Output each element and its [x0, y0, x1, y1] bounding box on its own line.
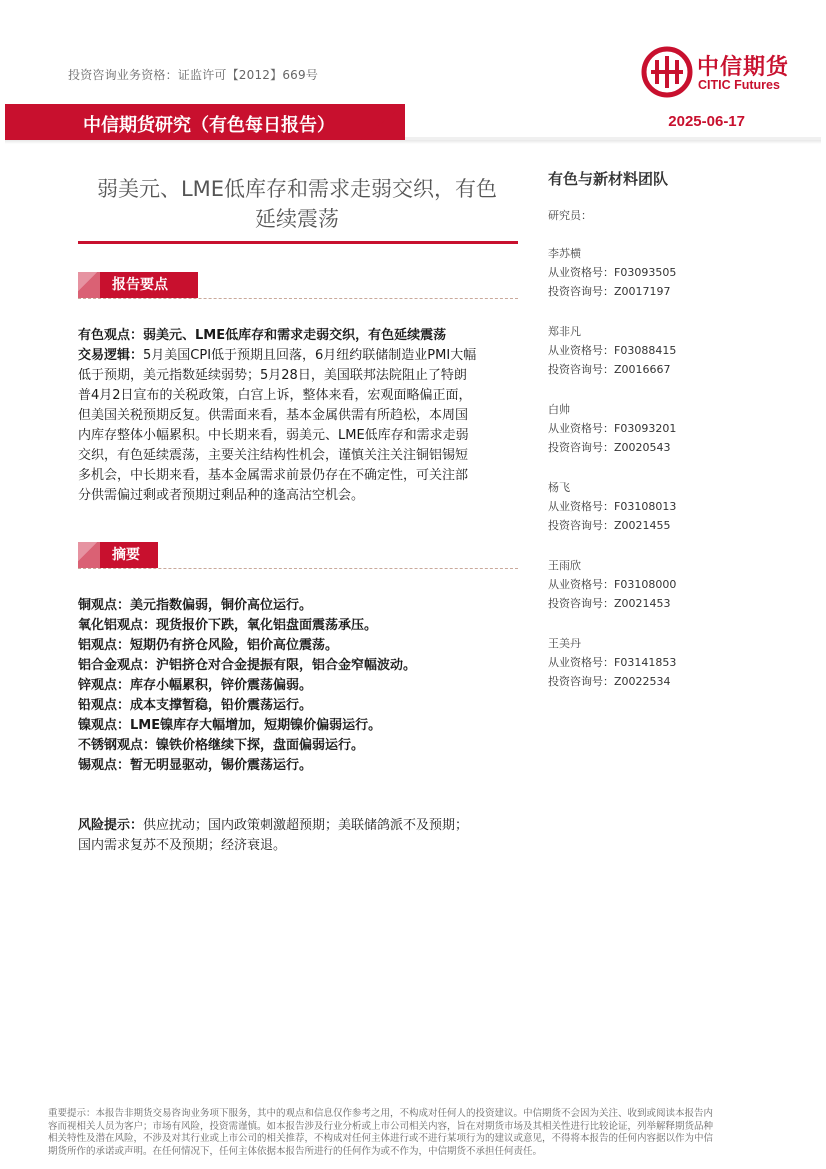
team-sidebar	[548, 160, 798, 691]
key-points-header	[78, 272, 518, 298]
list-item	[78, 716, 518, 736]
researcher-card	[548, 478, 798, 535]
view-line	[78, 326, 518, 346]
advisory-number: 投资咨询号：Z0020543	[548, 441, 671, 454]
report-date: 2025-06-17	[668, 113, 745, 130]
item-text: 沪铝挤仓对合金提振有限，铝合金窄幅波动。	[156, 658, 417, 673]
logic-text: 5月美国CPI低于预期且回落，6月纽约联储制造业PMI大幅	[143, 348, 477, 363]
logic-line: 但美国关税预期反复。供需面来看，基本金属供需有所趋松，本周国	[78, 408, 469, 423]
researcher-label: 研究员：	[548, 209, 592, 222]
qualification-number: 从业资格号：F03141853	[548, 656, 677, 669]
researcher-name: 郑非凡	[548, 325, 581, 338]
disclaimer-line: 期货所作的承诺或声明。在任何情况下，任何主体依据本报告所进行的任何作为或不作为，中信期货不承担任何责任。	[48, 1145, 543, 1157]
advisory-number: 投资咨询号：Z0021453	[548, 597, 671, 610]
qualification-number: 从业资格号：F03108000	[548, 578, 677, 591]
logic-line: 低于预期，美元指数延续弱势；5月28日，美国联邦法院阻止了特朗	[78, 368, 467, 383]
qualification-number: 从业资格号：F03093505	[548, 266, 677, 279]
risk-warning	[78, 816, 518, 856]
advisory-number: 投资咨询号：Z0017197	[548, 285, 671, 298]
item-label: 铜观点：	[78, 598, 131, 613]
citic-futures-logo	[641, 46, 811, 100]
list-item	[78, 676, 518, 696]
report-title	[78, 174, 516, 234]
summary-list	[78, 596, 518, 776]
risk-line-2: 国内需求复苏不及预期；经济衰退。	[78, 838, 287, 853]
researcher-card	[548, 244, 798, 301]
citic-logo-icon	[641, 46, 693, 98]
disclaimer	[48, 1108, 780, 1158]
list-item	[78, 696, 518, 716]
summary-header	[78, 542, 518, 568]
view-text: 弱美元、LME低库存和需求走弱交织，有色延续震荡	[143, 328, 447, 343]
item-label: 锌观点：	[78, 678, 131, 693]
banner-right-panel	[405, 104, 821, 140]
list-item	[78, 596, 518, 616]
item-text: 成本支撑暂稳，铅价震荡运行。	[130, 698, 313, 713]
report-title-line-1: 弱美元、LME低库存和需求走弱交织，有色	[96, 177, 498, 201]
logic-line: 分供需偏过剩或者预期过剩品种的逢高沽空机会。	[78, 488, 365, 503]
key-points-tab: 报告要点	[78, 272, 198, 298]
item-text: 美元指数偏弱，铜价高位运行。	[130, 598, 313, 613]
logic-label: 交易逻辑：	[78, 348, 144, 363]
team-title: 有色与新材料团队	[548, 170, 669, 188]
researcher-name: 王美丹	[548, 637, 581, 650]
disclaimer-line: 相关特性及潜在风险，不涉及对其行业或上市公司的相关推荐，不构成对任何主体进行或不进行某项行为的建议或意见，不得将本报告的任何内容据以作为中信	[48, 1133, 714, 1144]
advisory-number: 投资咨询号：Z0022534	[548, 675, 671, 688]
item-label: 铝观点：	[78, 638, 131, 653]
researcher-name: 白帅	[548, 403, 570, 416]
key-points-body	[78, 326, 518, 506]
item-text: 短期仍有挤仓风险，铝价高位震荡。	[130, 638, 339, 653]
item-label: 铅观点：	[78, 698, 131, 713]
list-item	[78, 736, 518, 756]
disclaimer-line: 重要提示：本报告非期货交易咨询业务项下服务，其中的观点和信息仅作参考之用，不构成对任何人的投资建议。中信期货不会因为关注、收到或阅读本报告内	[48, 1108, 714, 1119]
qualification-number: 从业资格号：F03093201	[548, 422, 677, 435]
item-text: 库存小幅累积，锌价震荡偏弱。	[130, 678, 313, 693]
summary-tab: 摘要	[78, 542, 158, 568]
item-label: 不锈钢观点：	[78, 738, 157, 753]
view-label: 有色观点：	[78, 328, 144, 343]
list-item	[78, 616, 518, 636]
banner-title: 中信期货研究（有色每日报告）	[83, 115, 335, 136]
banner-shadow	[5, 140, 821, 144]
item-text: 镍铁价格继续下探，盘面偏弱运行。	[156, 738, 365, 753]
logo-chinese-name: 中信期货	[697, 55, 790, 80]
section-divider	[78, 298, 518, 299]
researcher-name: 杨飞	[548, 481, 570, 494]
list-item	[78, 636, 518, 656]
disclaimer-line: 容而视相关人员为客户；市场有风险，投资需谨慎。如本报告涉及行业分析或上市公司相关内容，旨在对期货市场及其相关性进行比较论证，列举解释期货品种	[48, 1120, 714, 1132]
item-text: 现货报价下跌，氧化铝盘面震荡承压。	[156, 618, 378, 633]
report-title-line-2: 延续震荡	[255, 207, 339, 231]
researcher-name: 王雨欣	[548, 559, 581, 572]
banner-slant	[361, 104, 405, 140]
item-label: 镍观点：	[78, 718, 131, 733]
qualification-number: 从业资格号：F03088415	[548, 344, 677, 357]
item-text: LME镍库存大幅增加，短期镍价偏弱运行。	[130, 718, 382, 733]
advisory-number: 投资咨询号：Z0016667	[548, 363, 671, 376]
logic-line: 多机会，中长期来看，基本金属需求前景仍存在不确定性，可关注部	[78, 468, 469, 483]
logic-line: 交织，有色延续震荡，主要关注结构性机会，谨慎关注关注铜铝锡短	[78, 448, 469, 463]
advisory-number: 投资咨询号：Z0021455	[548, 519, 671, 532]
logic-line-1	[78, 346, 518, 366]
researcher-card	[548, 400, 798, 457]
researcher-card	[548, 322, 798, 379]
researcher-name: 李苏横	[548, 247, 581, 260]
researcher-card	[548, 556, 798, 613]
logic-line: 内库存整体小幅累积。中长期来看，弱美元、LME低库存和需求走弱	[78, 428, 469, 443]
list-item	[78, 756, 518, 776]
report-banner	[5, 104, 821, 140]
logic-line: 普4月2日宣布的关税政策，白宫上诉，整体来看，宏观面略偏正面，	[78, 388, 472, 403]
license-text: 投资咨询业务资格：证监许可【2012】669号	[68, 68, 319, 82]
item-label: 锡观点：	[78, 758, 131, 773]
section-divider	[78, 568, 518, 569]
researcher-card	[548, 634, 798, 691]
logo-english-name: CITIC Futures	[698, 78, 780, 92]
risk-label: 风险提示：	[78, 818, 144, 833]
title-underline	[78, 241, 518, 244]
list-item	[78, 656, 518, 676]
item-label: 铝合金观点：	[78, 658, 157, 673]
item-label: 氧化铝观点：	[78, 618, 157, 633]
risk-text: 供应扰动；国内政策刺激超预期；美联储鸽派不及预期；	[143, 818, 469, 833]
risk-line-1	[78, 816, 518, 836]
qualification-number: 从业资格号：F03108013	[548, 500, 677, 513]
item-text: 暂无明显驱动，锡价震荡运行。	[130, 758, 313, 773]
